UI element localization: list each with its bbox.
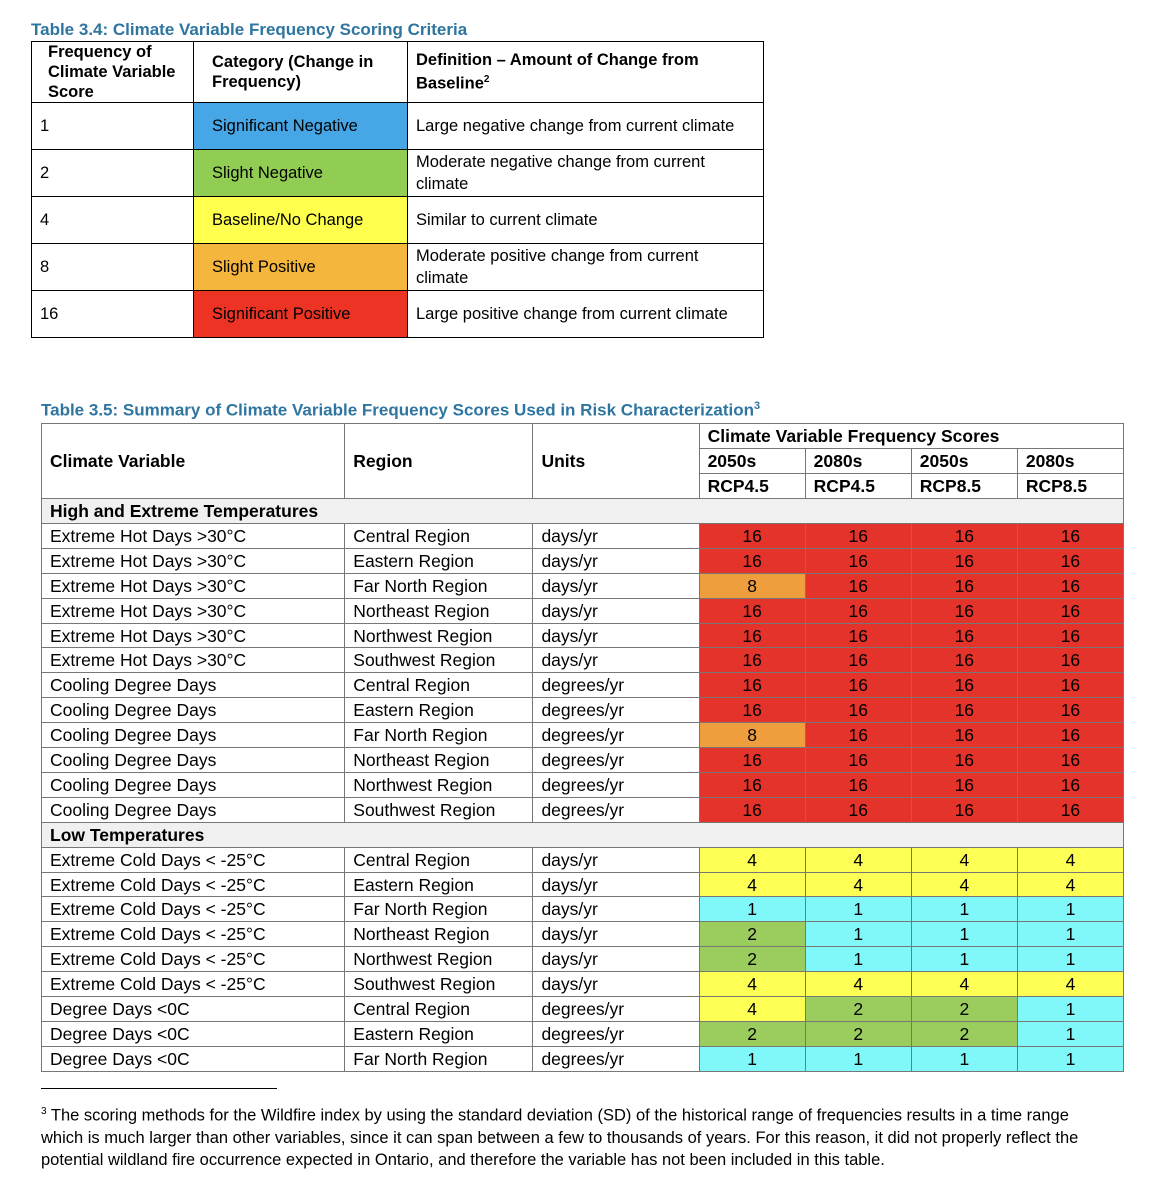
score-cell: 16 xyxy=(699,598,805,623)
table-row xyxy=(32,291,764,338)
score-cell: 1 xyxy=(911,897,1017,922)
variable-cell: Extreme Hot Days >30°C xyxy=(42,623,345,648)
table-row xyxy=(42,972,1124,997)
definition-cell: Large positive change from current climate xyxy=(408,291,764,338)
variable-cell: Cooling Degree Days xyxy=(42,673,345,698)
header-rcp: RCP8.5 xyxy=(911,474,1017,499)
table-row xyxy=(32,103,764,150)
table-row xyxy=(42,1021,1124,1046)
score-cell: 16 xyxy=(805,723,911,748)
footnote-divider xyxy=(41,1088,277,1089)
score-cell: 4 xyxy=(699,997,805,1022)
table-row xyxy=(42,847,1124,872)
variable-cell: Extreme Hot Days >30°C xyxy=(42,524,345,549)
score-cell: 16 xyxy=(699,797,805,822)
units-cell: days/yr xyxy=(533,573,699,598)
score-cell: 16 xyxy=(911,623,1017,648)
category-cell: Slight Positive xyxy=(194,244,408,291)
units-cell: days/yr xyxy=(533,972,699,997)
score-cell: 1 xyxy=(699,897,805,922)
score-cell: 16 xyxy=(1017,772,1123,797)
score-cell: 16 xyxy=(699,548,805,573)
header-climate-variable: Climate Variable xyxy=(42,424,345,499)
table-row xyxy=(42,648,1124,673)
section-title: Low Temperatures xyxy=(42,822,1124,847)
score-cell: 2 xyxy=(911,997,1017,1022)
variable-cell: Cooling Degree Days xyxy=(42,748,345,773)
score-cell: 8 xyxy=(699,573,805,598)
score-cell: 16 xyxy=(911,573,1017,598)
score-cell: 16 xyxy=(911,797,1017,822)
score-cell: 16 xyxy=(911,673,1017,698)
units-cell: degrees/yr xyxy=(533,1046,699,1071)
score-cell: 16 xyxy=(911,772,1017,797)
variable-cell: Cooling Degree Days xyxy=(42,723,345,748)
table-row xyxy=(42,897,1124,922)
region-cell: Far North Region xyxy=(345,723,533,748)
score-cell: 16 xyxy=(699,772,805,797)
definition-cell: Similar to current climate xyxy=(408,197,764,244)
score-cell: 2 xyxy=(699,947,805,972)
table-row xyxy=(32,244,764,291)
units-cell: degrees/yr xyxy=(533,673,699,698)
table-header-row xyxy=(32,42,764,103)
table-row xyxy=(42,947,1124,972)
header-category: Category (Change in Frequency) xyxy=(194,42,408,103)
score-cell: 16 xyxy=(1017,748,1123,773)
units-cell: degrees/yr xyxy=(533,698,699,723)
units-cell: degrees/yr xyxy=(533,797,699,822)
score-cell: 4 xyxy=(1017,847,1123,872)
score-cell: 16 xyxy=(1017,524,1123,549)
units-cell: days/yr xyxy=(533,648,699,673)
variable-cell: Extreme Hot Days >30°C xyxy=(42,573,345,598)
score-cell: 16 xyxy=(1017,548,1123,573)
header-units: Units xyxy=(533,424,699,499)
score-cell: 1 xyxy=(1017,997,1123,1022)
region-cell: Northeast Region xyxy=(345,922,533,947)
variable-cell: Degree Days <0C xyxy=(42,1021,345,1046)
table-row xyxy=(42,723,1124,748)
table-header-row xyxy=(42,424,1124,449)
section-row xyxy=(42,499,1124,524)
region-cell: Central Region xyxy=(345,673,533,698)
score-cell: 1 xyxy=(699,1046,805,1071)
units-cell: days/yr xyxy=(533,598,699,623)
score-cell: 16 xyxy=(1017,723,1123,748)
units-cell: days/yr xyxy=(533,847,699,872)
table-row xyxy=(42,748,1124,773)
score-cell: 16 xyxy=(699,623,805,648)
table-3-5-caption xyxy=(41,400,760,421)
table-row xyxy=(42,1046,1124,1071)
score-cell: 4 xyxy=(699,847,805,872)
table-row xyxy=(42,673,1124,698)
units-cell: degrees/yr xyxy=(533,997,699,1022)
units-cell: days/yr xyxy=(533,922,699,947)
region-cell: Northwest Region xyxy=(345,772,533,797)
variable-cell: Extreme Cold Days < -25°C xyxy=(42,872,345,897)
units-cell: degrees/yr xyxy=(533,723,699,748)
score-cell: 16 xyxy=(805,573,911,598)
region-cell: Eastern Region xyxy=(345,548,533,573)
variable-cell: Cooling Degree Days xyxy=(42,797,345,822)
variable-cell: Extreme Cold Days < -25°C xyxy=(42,847,345,872)
region-cell: Central Region xyxy=(345,847,533,872)
score-cell: 1 xyxy=(1017,1021,1123,1046)
score-cell: 4 xyxy=(1017,872,1123,897)
score-cell: 16 xyxy=(805,548,911,573)
table-row xyxy=(42,797,1124,822)
score-cell: 16 xyxy=(805,797,911,822)
score-cell: 16 xyxy=(699,698,805,723)
region-cell: Northeast Region xyxy=(345,748,533,773)
header-rcp: RCP4.5 xyxy=(805,474,911,499)
score-cell: 16 xyxy=(699,648,805,673)
header-period: 2050s xyxy=(911,449,1017,474)
score-cell: 2 xyxy=(699,1021,805,1046)
score-cell: 4 xyxy=(911,847,1017,872)
header-period: 2050s xyxy=(699,449,805,474)
region-cell: Central Region xyxy=(345,524,533,549)
table-row xyxy=(42,772,1124,797)
score-cell: 2 xyxy=(32,150,194,197)
table-3-5-caption-text: Table 3.5: Summary of Climate Variable Frequency Scores Used in Risk Characterization xyxy=(41,400,754,420)
score-cell: 16 xyxy=(699,524,805,549)
region-cell: Northwest Region xyxy=(345,623,533,648)
region-cell: Northeast Region xyxy=(345,598,533,623)
variable-cell: Cooling Degree Days xyxy=(42,772,345,797)
score-cell: 16 xyxy=(1017,648,1123,673)
score-cell: 16 xyxy=(805,698,911,723)
variable-cell: Extreme Hot Days >30°C xyxy=(42,648,345,673)
score-cell: 8 xyxy=(32,244,194,291)
region-cell: Southwest Region xyxy=(345,797,533,822)
footnote-marker: 3 xyxy=(41,1106,47,1117)
score-cell: 8 xyxy=(699,723,805,748)
variable-cell: Extreme Hot Days >30°C xyxy=(42,598,345,623)
units-cell: days/yr xyxy=(533,947,699,972)
table-row xyxy=(42,573,1124,598)
table-3-5-caption-note: 3 xyxy=(754,400,761,412)
score-cell: 16 xyxy=(805,673,911,698)
header-score-group: Climate Variable Frequency Scores xyxy=(699,424,1123,449)
section-row xyxy=(42,822,1124,847)
table-row xyxy=(42,698,1124,723)
units-cell: degrees/yr xyxy=(533,748,699,773)
variable-cell: Extreme Cold Days < -25°C xyxy=(42,922,345,947)
header-period: 2080s xyxy=(1017,449,1123,474)
score-cell: 16 xyxy=(805,524,911,549)
score-cell: 4 xyxy=(911,972,1017,997)
score-cell: 16 xyxy=(32,291,194,338)
table-row xyxy=(32,197,764,244)
units-cell: degrees/yr xyxy=(533,1021,699,1046)
header-rcp: RCP8.5 xyxy=(1017,474,1123,499)
units-cell: days/yr xyxy=(533,524,699,549)
header-score: Frequency of Climate Variable Score xyxy=(32,42,194,103)
category-cell: Slight Negative xyxy=(194,150,408,197)
score-cell: 4 xyxy=(699,872,805,897)
units-cell: days/yr xyxy=(533,872,699,897)
score-cell: 16 xyxy=(911,748,1017,773)
score-cell: 1 xyxy=(1017,947,1123,972)
variable-cell: Degree Days <0C xyxy=(42,1046,345,1071)
score-cell: 16 xyxy=(805,772,911,797)
scoring-criteria-table xyxy=(31,41,764,338)
variable-cell: Extreme Cold Days < -25°C xyxy=(42,897,345,922)
region-cell: Central Region xyxy=(345,997,533,1022)
table-row xyxy=(42,997,1124,1022)
score-cell: 1 xyxy=(805,897,911,922)
region-cell: Southwest Region xyxy=(345,648,533,673)
table-row xyxy=(42,598,1124,623)
score-cell: 2 xyxy=(911,1021,1017,1046)
score-cell: 4 xyxy=(1017,972,1123,997)
region-cell: Eastern Region xyxy=(345,698,533,723)
definition-cell: Moderate positive change from current climate xyxy=(408,244,764,291)
score-cell: 16 xyxy=(1017,673,1123,698)
definition-cell: Large negative change from current climate xyxy=(408,103,764,150)
score-cell: 4 xyxy=(699,972,805,997)
table-row xyxy=(42,548,1124,573)
score-cell: 16 xyxy=(911,548,1017,573)
score-cell: 16 xyxy=(1017,573,1123,598)
score-cell: 4 xyxy=(911,872,1017,897)
score-cell: 1 xyxy=(32,103,194,150)
header-definition-text: Definition – Amount of Change from Baseline xyxy=(416,51,699,93)
table-row xyxy=(42,524,1124,549)
score-cell: 16 xyxy=(699,673,805,698)
score-cell: 1 xyxy=(911,922,1017,947)
score-cell: 1 xyxy=(911,947,1017,972)
score-cell: 16 xyxy=(805,648,911,673)
category-cell: Significant Negative xyxy=(194,103,408,150)
table-row xyxy=(42,623,1124,648)
units-cell: days/yr xyxy=(533,623,699,648)
region-cell: Far North Region xyxy=(345,1046,533,1071)
region-cell: Eastern Region xyxy=(345,1021,533,1046)
score-cell: 1 xyxy=(1017,1046,1123,1071)
definition-cell: Moderate negative change from current climate xyxy=(408,150,764,197)
score-cell: 16 xyxy=(805,748,911,773)
score-cell: 2 xyxy=(805,997,911,1022)
header-region: Region xyxy=(345,424,533,499)
header-rcp: RCP4.5 xyxy=(699,474,805,499)
score-cell: 1 xyxy=(805,1046,911,1071)
variable-cell: Cooling Degree Days xyxy=(42,698,345,723)
score-cell: 1 xyxy=(805,947,911,972)
table-3-4-caption: Table 3.4: Climate Variable Frequency Scoring Criteria xyxy=(31,20,468,39)
category-cell: Baseline/No Change xyxy=(194,197,408,244)
score-cell: 4 xyxy=(805,872,911,897)
score-cell: 16 xyxy=(805,598,911,623)
variable-cell: Extreme Cold Days < -25°C xyxy=(42,947,345,972)
section-title: High and Extreme Temperatures xyxy=(42,499,1124,524)
score-cell: 1 xyxy=(911,1046,1017,1071)
score-cell: 16 xyxy=(911,524,1017,549)
score-cell: 16 xyxy=(1017,623,1123,648)
score-cell: 16 xyxy=(805,623,911,648)
score-cell: 16 xyxy=(1017,797,1123,822)
units-cell: days/yr xyxy=(533,897,699,922)
score-cell: 4 xyxy=(805,847,911,872)
region-cell: Far North Region xyxy=(345,897,533,922)
table-row xyxy=(32,150,764,197)
score-cell: 16 xyxy=(911,648,1017,673)
region-cell: Far North Region xyxy=(345,573,533,598)
header-period: 2080s xyxy=(805,449,911,474)
units-cell: degrees/yr xyxy=(533,772,699,797)
variable-cell: Degree Days <0C xyxy=(42,997,345,1022)
score-cell: 1 xyxy=(1017,897,1123,922)
score-cell: 4 xyxy=(32,197,194,244)
table-row xyxy=(42,922,1124,947)
frequency-scores-table xyxy=(41,423,1124,1072)
score-cell: 1 xyxy=(1017,922,1123,947)
score-cell: 16 xyxy=(911,598,1017,623)
footnote-text: The scoring methods for the Wildfire index by using the standard deviation (SD) of the historical range of frequencies results in a time range which is much larger than other variables, since it can span between a few to thousands of years. For this reason, it did not properly reflect the potential wildland fire occurrence expected in Ontario, and therefore the variable has not been included in this table. xyxy=(41,1106,1079,1169)
variable-cell: Extreme Cold Days < -25°C xyxy=(42,972,345,997)
variable-cell: Extreme Hot Days >30°C xyxy=(42,548,345,573)
region-cell: Southwest Region xyxy=(345,972,533,997)
units-cell: days/yr xyxy=(533,548,699,573)
score-cell: 1 xyxy=(805,922,911,947)
table-row xyxy=(42,872,1124,897)
score-cell: 4 xyxy=(805,972,911,997)
score-cell: 2 xyxy=(699,922,805,947)
score-cell: 16 xyxy=(1017,598,1123,623)
score-cell: 16 xyxy=(911,698,1017,723)
score-cell: 16 xyxy=(911,723,1017,748)
region-cell: Eastern Region xyxy=(345,872,533,897)
footnote xyxy=(41,1101,1101,1171)
score-cell: 16 xyxy=(1017,698,1123,723)
header-definition xyxy=(408,42,764,103)
category-cell: Significant Positive xyxy=(194,291,408,338)
region-cell: Northwest Region xyxy=(345,947,533,972)
score-cell: 16 xyxy=(699,748,805,773)
header-definition-note: 2 xyxy=(483,74,490,86)
score-cell: 2 xyxy=(805,1021,911,1046)
